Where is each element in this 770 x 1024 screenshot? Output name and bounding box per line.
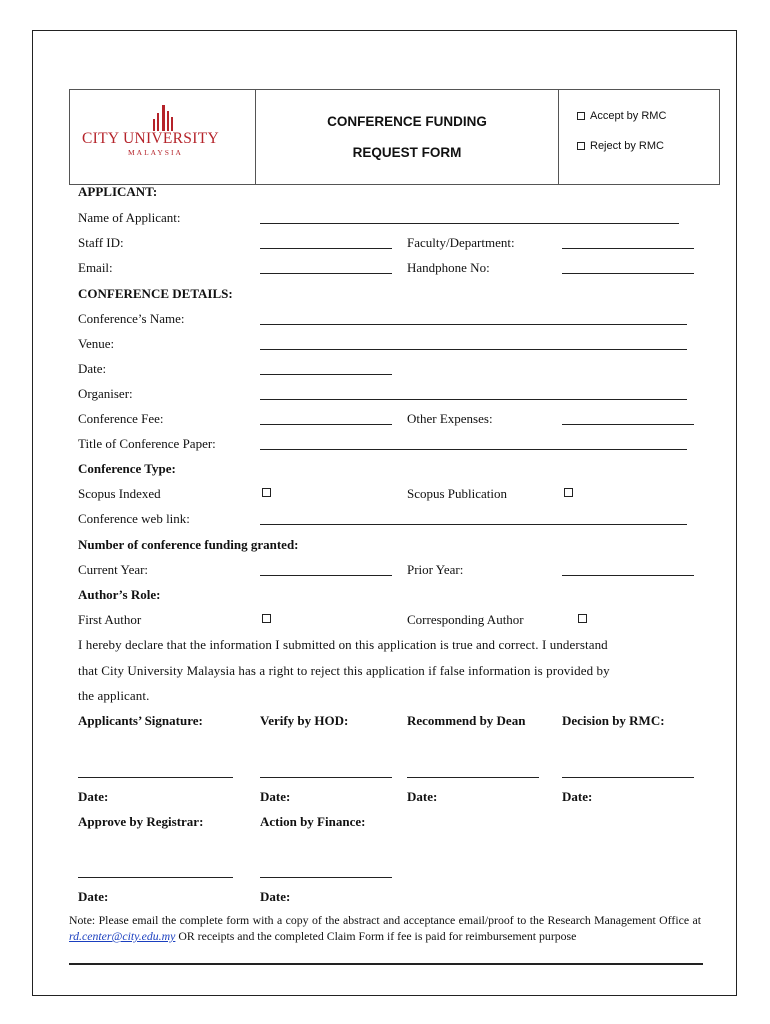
current-year-label: Current Year: [78,562,149,577]
scopus-indexed-checkbox[interactable] [262,488,271,497]
rmc-date-label: Date: [562,789,593,804]
registrar-approve-label: Approve by Registrar: [78,814,204,829]
hod-verify-label: Verify by HOD: [260,713,349,728]
prior-year-label: Prior Year: [407,562,464,577]
logo-name: CITY UNIVERSITY [82,130,219,147]
paper-title-field[interactable] [260,449,687,450]
note-text-2: OR receipts and the completed Claim Form if fee is paid for reimbursement purpose [175,929,577,943]
funding-heading: Number of conference funding granted: [78,537,299,552]
other-expenses-label: Other Expenses: [407,411,493,426]
email-label: Email: [78,260,113,275]
reject-checkbox[interactable] [577,142,585,150]
venue-field[interactable] [260,349,687,350]
registrar-signature-field[interactable] [78,877,233,878]
paper-title-label: Title of Conference Paper: [78,436,216,451]
footer-note [69,912,701,944]
prior-year-field[interactable] [562,575,694,576]
scopus-indexed-label: Scopus Indexed [78,486,161,501]
organiser-label: Organiser: [78,386,133,401]
form-header [69,89,720,185]
form-title-line1: CONFERENCE FUNDING [327,114,487,129]
scopus-publication-label: Scopus Publication [407,486,508,501]
dean-date-label: Date: [407,789,438,804]
accept-label: Accept by RMC [590,110,667,122]
rmc-email-link[interactable]: rd.center@city.edu.my [69,929,176,943]
finance-action-label: Action by Finance: [260,814,366,829]
applicant-name-field[interactable] [260,223,679,224]
conference-name-field[interactable] [260,324,687,325]
faculty-field[interactable] [562,248,694,249]
university-logo [70,90,256,184]
corresponding-author-checkbox[interactable] [578,614,587,623]
conference-heading: CONFERENCE DETAILS: [78,286,233,301]
other-expenses-field[interactable] [562,424,694,425]
finance-signature-field[interactable] [260,877,392,878]
web-link-field[interactable] [260,524,687,525]
declaration-line-2: that City University Malaysia has a right to reject this application if false information is provided by [78,663,610,678]
staff-id-label: Staff ID: [78,235,124,250]
first-author-checkbox[interactable] [262,614,271,623]
dean-signature-field[interactable] [407,777,539,778]
conference-name-label: Conference’s Name: [78,311,185,326]
dean-recommend-label: Recommend by Dean [407,713,526,728]
finance-date-label: Date: [260,889,291,904]
rmc-decision-label: Decision by RMC: [562,713,665,728]
venue-label: Venue: [78,336,115,351]
applicant-date-label: Date: [78,789,109,804]
conference-date-label: Date: [78,361,107,376]
reject-label: Reject by RMC [590,140,664,152]
form-title [256,90,559,184]
note-text-1: Note: Please email the complete form with a copy of the abstract and acceptance email/proof to the Research Management Office at [69,913,701,927]
logo-country: MALAYSIA [128,148,183,157]
conference-fee-field[interactable] [260,424,392,425]
conference-type-heading: Conference Type: [78,461,176,476]
conference-fee-label: Conference Fee: [78,411,164,426]
handphone-field[interactable] [562,273,694,274]
registrar-date-label: Date: [78,889,109,904]
organiser-field[interactable] [260,399,687,400]
current-year-field[interactable] [260,575,392,576]
rmc-decision-box [559,90,719,184]
staff-id-field[interactable] [260,248,392,249]
corresponding-author-label: Corresponding Author [407,612,524,627]
declaration-line-3: the applicant. [78,688,150,703]
tower-logo-icon [152,105,176,131]
scopus-publication-checkbox[interactable] [564,488,573,497]
author-role-heading: Author’s Role: [78,587,161,602]
faculty-label: Faculty/Department: [407,235,515,250]
bottom-rule [69,963,703,965]
rmc-signature-field[interactable] [562,777,694,778]
conference-date-field[interactable] [260,374,392,375]
declaration-line-1: I hereby declare that the information I submitted on this application is true and correct. I understand [78,637,608,652]
handphone-label: Handphone No: [407,260,490,275]
hod-date-label: Date: [260,789,291,804]
first-author-label: First Author [78,612,142,627]
hod-signature-field[interactable] [260,777,392,778]
accept-checkbox[interactable] [577,112,585,120]
applicant-heading: APPLICANT: [78,184,158,199]
applicant-signature-field[interactable] [78,777,233,778]
web-link-label: Conference web link: [78,511,190,526]
form-title-line2: REQUEST FORM [352,145,462,160]
applicant-signature-label: Applicants’ Signature: [78,713,203,728]
applicant-name-label: Name of Applicant: [78,210,181,225]
email-field[interactable] [260,273,392,274]
